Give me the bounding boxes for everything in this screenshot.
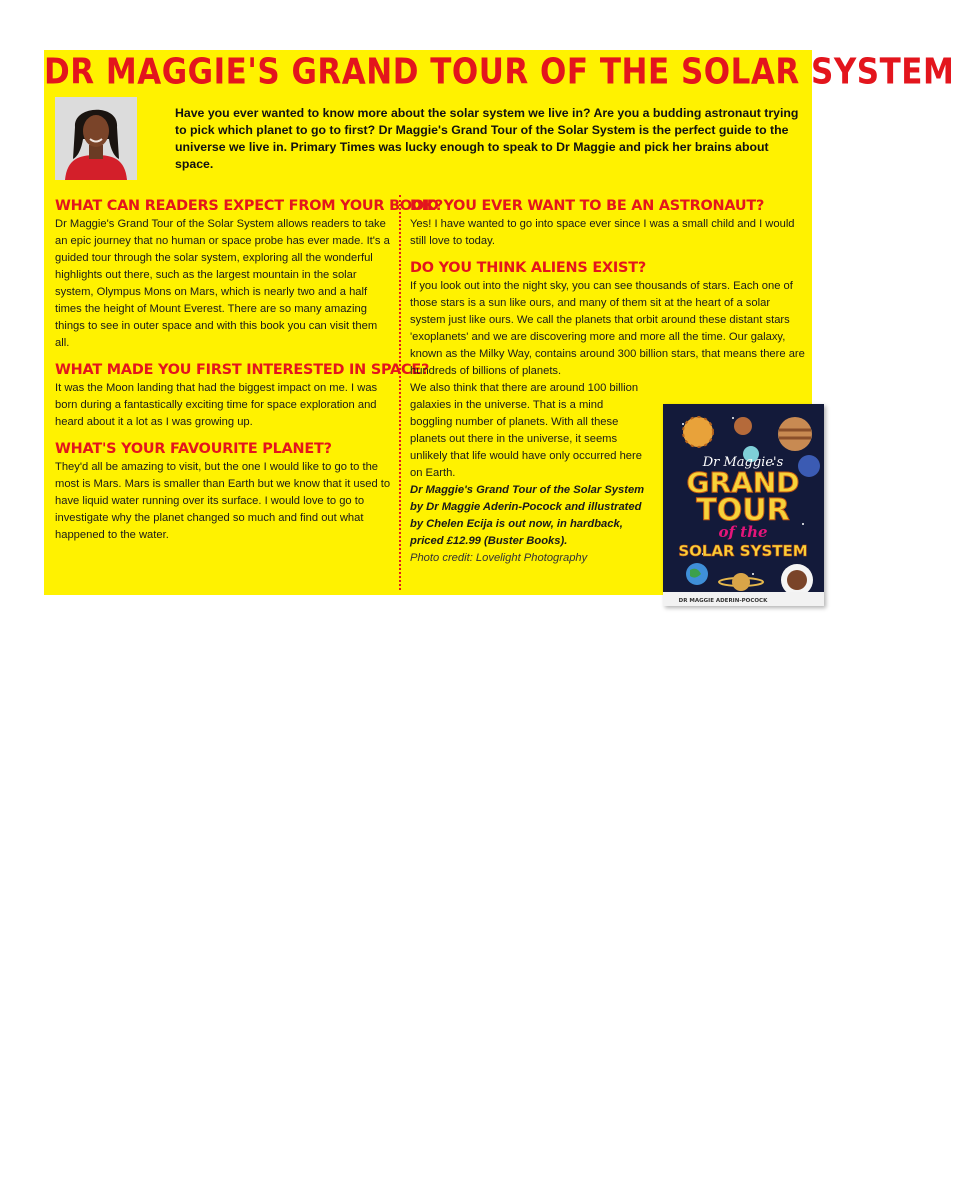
cover-line4: of the — [718, 523, 768, 541]
cover-line3: TOUR — [696, 493, 790, 528]
column-divider — [399, 195, 401, 590]
portrait-photo — [55, 97, 137, 180]
book-cover-image — [663, 404, 824, 606]
answer-text: It was the Moon landing that had the biggest impact on me. I was born during a fantastically exciting time for space exploration and heard about it a lot as I was growing up. — [55, 382, 378, 428]
left-column — [55, 197, 444, 544]
cover-line2: GRAND — [686, 466, 800, 499]
book-credit: Dr Maggie's Grand Tour of the Solar System by Dr Maggie Aderin-Pocock and illustrated by Chelen Ecija is out now, in hardback, priced £12.99 (Buster Books). — [410, 484, 645, 547]
intro-text: Have you ever wanted to know more about the solar system we live in? Are you a budding astronaut trying to pick which planet to go to first? Dr Maggie's Grand Tour of the Solar System is the perfect guide to the universe we live in. Primary Times was lucky enough to speak to Dr Maggie and pick her brains about space. — [175, 106, 799, 171]
question-heading: WHAT CAN READERS EXPECT FROM YOUR BOOK? — [55, 198, 444, 214]
question-heading: WHAT MADE YOU FIRST INTERESTED IN SPACE? — [55, 362, 430, 378]
answer-text: They'd all be amazing to visit, but the one I would like to go to the most is Mars. Mars is smaller than Earth but we know that it used to have liquid water running over its surface. I would love to go to investigate why the planet changed so much and find out what happened to the water. — [55, 461, 391, 541]
answer-text-continued: We also think that there are around 100 billion galaxies in the universe. That is a mind boggling number of planets. With all these planets out there in the universe, it seems unlikely that life would have only occurred here on Earth. — [410, 382, 642, 479]
cover-line1: Dr Maggie's — [702, 455, 784, 470]
article-panel — [44, 50, 954, 604]
answer-text: If you look out into the night sky, you can see thousands of stars. Each one of those stars is a sun like ours, and many of them sit at the heart of a solar system just like ours. We call the planets that orbit around these distant stars 'exoplanets' and we are discovering more and more all the time. Our galaxy, known as the Milky Way, contains around 300 billion stars, that means there are hundreds of billions of planets. — [410, 280, 805, 377]
answer-text: Yes! I have wanted to go into space ever since I was a small child and I would still love to today. — [410, 218, 795, 247]
question-heading: WHAT'S YOUR FAVOURITE PLANET? — [55, 441, 332, 457]
cover-line5: SOLAR SYSTEM — [678, 542, 808, 560]
question-heading: DO YOU THINK ALIENS EXIST? — [410, 260, 646, 276]
page-title: DR MAGGIE'S GRAND TOUR OF THE SOLAR SYSTEM — [44, 51, 954, 93]
cover-author: DR MAGGIE ADERIN-POCOCK — [678, 598, 768, 604]
question-heading: DID YOU EVER WANT TO BE AN ASTRONAUT? — [410, 198, 765, 214]
photo-credit: Photo credit: Lovelight Photography — [410, 552, 588, 564]
answer-text: Dr Maggie's Grand Tour of the Solar System allows readers to take an epic journey that no human or space probe has ever made. It's a guided tour through the solar system, exploring all the wonderful highlights out there, such as the largest mountain in the solar system, Olympus Mons on Mars, which is nearly two and a half times the height of Mount Everest. There are so many amazing things to see in outer space and with this book you can visit them all. — [55, 218, 390, 349]
